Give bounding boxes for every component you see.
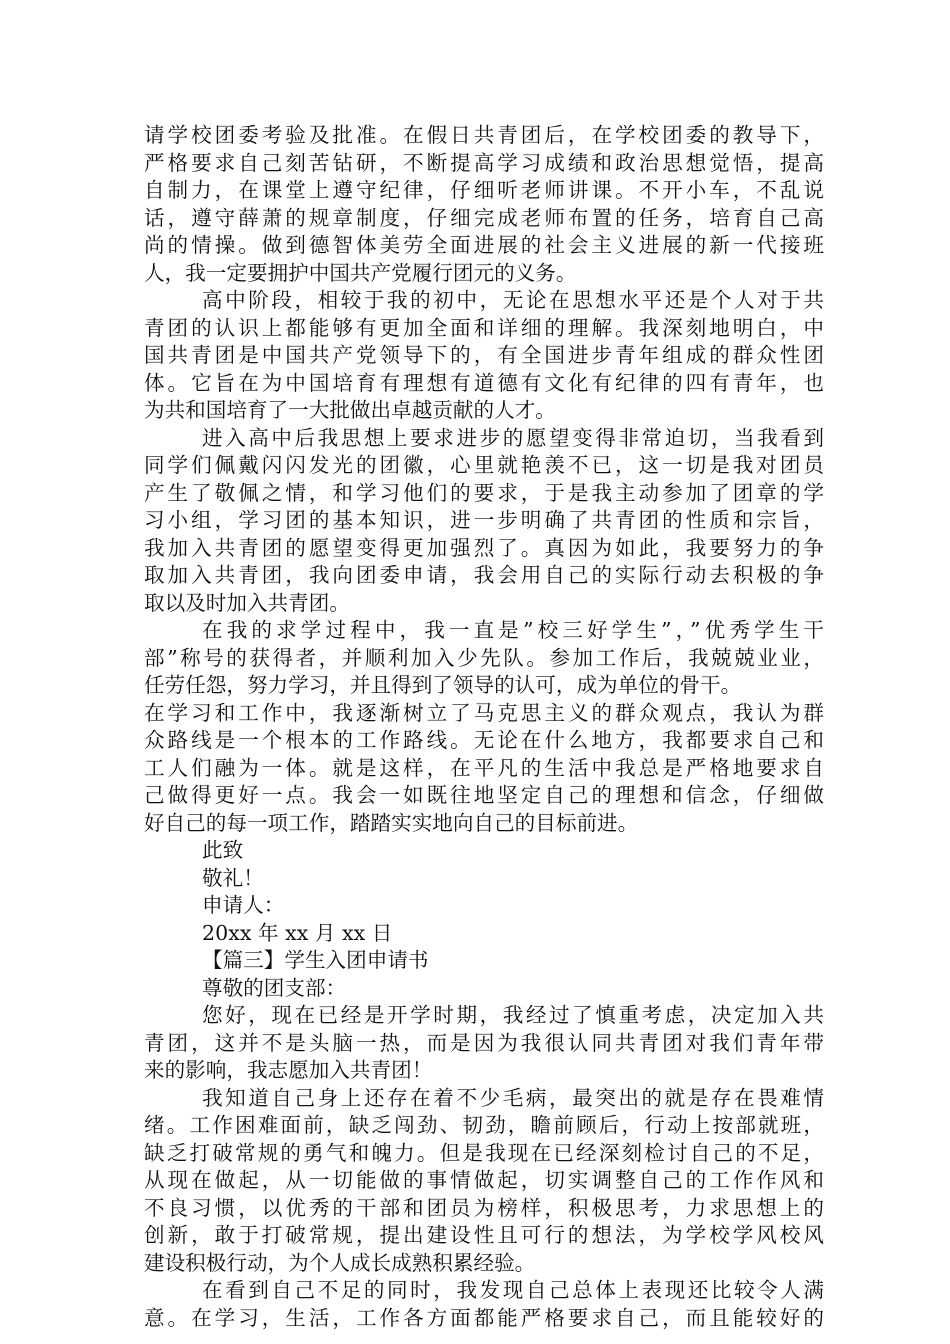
text-line: 不良习惯，以优秀的干部和团员为榜样，积极思考，力求思想上的 [144,1195,824,1220]
text-line: 创新，敢于打破常规，提出建设性且可行的想法，为学校学风校风 [144,1223,824,1247]
paragraph-first-line: 您好，现在已经是开学时期，我经过了慎重考虑，决定加入共 [202,1003,824,1027]
text-line: 习小组，学习团的基本知识，进一步明确了共青团的性质和宗旨， [144,508,824,532]
section-heading: 【篇三】学生入团申请书 [202,948,429,972]
text-line: 意。在学习，生活，工作各方面都能严格要求自己，而且能较好的 [144,1305,824,1330]
text-line: 我加入共青团的愿望变得更加强烈了。真因为如此，我要努力的争 [144,535,824,560]
salutation: 尊敬的团支部： [202,975,347,1000]
paragraph-first-line: 在我的求学过程中，我一直是”校三好学生”，”优秀学生干 [202,618,824,642]
text-line: 同学们佩戴闪闪发光的团徽，心里就艳羡不已，这一切是我对团员 [144,453,824,477]
text-line: 体。它旨在为中国培育有理想有道德有文化有纪律的四有青年，也 [144,370,824,395]
text-line: 己做得更好一点。我会一如既往地坚定自己的理想和信念，仔细做 [144,783,824,807]
text-line: 为共和国培育了一大批做出卓越贡献的人才。 [144,398,556,422]
text-line: 建设积极行动，为个人成长成熟积累经验。 [144,1250,536,1275]
text-line: 部”称号的获得者，并顺利加入少先队。参加工作后，我兢兢业业， [144,645,824,670]
text-line: 青团的认识上都能够有更加全面和详细的理解。我深刻地明白，中 [144,315,824,340]
text-line: 国共青团是中国共产党领导下的，有全国进步青年组成的群众性团 [144,343,824,367]
text-line: 众路线是一个根本的工作路线。无论在什么地方，我都要求自己和 [144,728,824,752]
text-line: 绪。工作困难面前，缺乏闯劲、韧劲，瞻前顾后，行动上按部就班， [144,1113,824,1137]
text-line: 从现在做起，从一切能做的事情做起，切实调整自己的工作作风和 [144,1168,824,1192]
text-line: 来的影响，我志愿加入共青团！ [144,1058,433,1082]
text-line: 缺乏打破常规的勇气和魄力。但是我现在已经深刻检讨自己的不足， [144,1140,824,1165]
text-line: 尚的情操。做到德智体美劳全面进展的社会主义进展的新一代接班 [144,233,824,257]
text-line: 取加入共青团，我向团委申请，我会用自己的实际行动去积极的争 [144,563,824,587]
text-line: 在学习和工作中，我逐渐树立了马克思主义的群众观点，我认为群 [144,700,824,725]
text-line: 人，我一定要拥护中国共产党履行团元的义务。 [144,260,577,285]
paragraph-first-line: 高中阶段，相较于我的初中，无论在思想水平还是个人对于共 [202,288,824,312]
closing-salute: 敬礼！ [202,865,264,890]
text-line: 取以及时加入共青团。 [144,590,350,615]
text-line: 好自己的每一项工作，踏踏实实地向自己的目标前进。 [144,810,639,835]
text-line: 话，遵守薛萧的规章制度，仔细完成老师布置的任务，培育自己高 [144,205,824,230]
text-line: 自制力，在课堂上遵守纪律，仔细听老师讲课。不开小车，不乱说 [144,178,824,202]
text-line: 工人们融为一体。就是这样，在平凡的生活中我总是严格地要求自 [144,755,824,780]
paragraph-first-line: 在看到自己不足的同时，我发现自己总体上表现还比较令人满 [202,1278,824,1302]
applicant-label: 申请人： [202,893,285,917]
text-line: 任劳任怨，努力学习，并且得到了领导的认可，成为单位的骨干。 [144,673,742,697]
closing-line: 此致 [202,838,244,862]
document-page [144,122,824,1332]
text-line: 青团，这并不是头脑一热，而是因为我很认同共青团对我们青年带 [144,1030,824,1055]
text-line: 产生了敬佩之情，和学习他们的要求，于是我主动参加了团章的学 [144,480,824,505]
paragraph-first-line: 我知道自己身上还存在着不少毛病，最突出的就是存在畏难情 [202,1085,824,1110]
text-line: 严格要求自己刻苦钻研，不断提高学习成绩和政治思想觉悟，提高 [144,150,824,175]
text-line: 请学校团委考验及批准。在假日共青团后，在学校团委的教导下， [144,123,824,147]
date-line: 20xx 年 xx 月 xx 日 [202,920,393,945]
paragraph-first-line: 进入高中后我思想上要求进步的愿望变得非常迫切，当我看到 [202,425,824,450]
